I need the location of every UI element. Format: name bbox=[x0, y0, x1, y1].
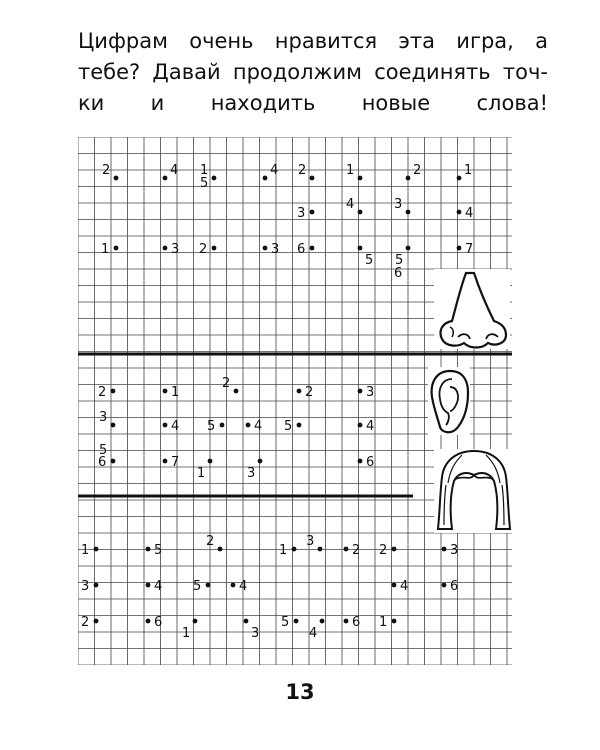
dot-number: 5 bbox=[99, 443, 108, 458]
intro-line: ки и находить новые слова! bbox=[78, 91, 548, 115]
dot bbox=[297, 389, 302, 394]
section2-puzzle3 bbox=[284, 385, 374, 470]
dot bbox=[358, 246, 363, 251]
dot-number: 3 bbox=[81, 579, 90, 594]
dot bbox=[406, 210, 411, 215]
dot bbox=[114, 176, 119, 181]
dot bbox=[358, 423, 363, 428]
dot-number: 6 bbox=[450, 579, 459, 594]
dot-number: 3 bbox=[251, 626, 260, 641]
dot-number: 1 bbox=[200, 163, 209, 178]
dot-number: 5 bbox=[154, 543, 163, 558]
dot-number: 4 bbox=[270, 163, 279, 178]
dot-number: 3 bbox=[171, 242, 180, 257]
dot bbox=[294, 619, 299, 624]
nose-icon bbox=[434, 269, 510, 349]
dot bbox=[442, 583, 447, 588]
dot-number: 4 bbox=[154, 579, 163, 594]
dot bbox=[263, 176, 268, 181]
dot-number: 4 bbox=[170, 163, 179, 178]
dot-number: 2 bbox=[199, 242, 208, 257]
dot bbox=[406, 176, 411, 181]
dot-number: 2 bbox=[222, 376, 231, 391]
dot-number: 6 bbox=[98, 455, 107, 470]
intro-text bbox=[78, 26, 548, 119]
dot bbox=[263, 246, 268, 251]
dot-number: 1 bbox=[346, 163, 355, 178]
dot-number: 2 bbox=[98, 385, 107, 400]
dot-number: 6 bbox=[394, 266, 403, 281]
dot bbox=[163, 246, 168, 251]
dot bbox=[392, 583, 397, 588]
dot bbox=[163, 459, 168, 464]
dot bbox=[320, 619, 325, 624]
dot-number: 4 bbox=[400, 579, 409, 594]
dot bbox=[457, 246, 462, 251]
dot bbox=[457, 176, 462, 181]
dot bbox=[406, 246, 411, 251]
section3-puzzle3 bbox=[279, 534, 360, 641]
dot-number: 5 bbox=[395, 253, 404, 268]
dot bbox=[163, 423, 168, 428]
dot-number: 2 bbox=[379, 543, 388, 558]
dot-number: 3 bbox=[306, 534, 315, 549]
dot bbox=[163, 389, 168, 394]
section3-puzzle1 bbox=[81, 543, 162, 630]
dot bbox=[94, 547, 99, 552]
dot-number: 1 bbox=[81, 543, 90, 558]
dot bbox=[163, 176, 168, 181]
dot-number: 1 bbox=[182, 626, 191, 641]
grid-sheet bbox=[78, 137, 512, 665]
dot bbox=[111, 389, 116, 394]
dot-number: 6 bbox=[352, 615, 361, 630]
dot bbox=[206, 583, 211, 588]
dot bbox=[146, 583, 151, 588]
hair-icon bbox=[434, 449, 512, 533]
dot-number: 2 bbox=[305, 385, 314, 400]
dot bbox=[146, 619, 151, 624]
dot-number: 4 bbox=[366, 419, 375, 434]
dot-number: 6 bbox=[297, 242, 306, 257]
dots-layer bbox=[81, 163, 473, 641]
dot bbox=[318, 547, 323, 552]
dot-number: 4 bbox=[239, 579, 248, 594]
dot-number: 6 bbox=[366, 455, 375, 470]
dot-number: 2 bbox=[206, 534, 215, 549]
page-number: 13 bbox=[285, 680, 315, 704]
dot-number: 2 bbox=[81, 615, 90, 630]
dot-number: 2 bbox=[298, 163, 307, 178]
dot bbox=[358, 459, 363, 464]
dot bbox=[292, 547, 297, 552]
dot bbox=[258, 459, 263, 464]
section2-puzzle2 bbox=[197, 376, 262, 481]
dot-number: 5 bbox=[281, 615, 290, 630]
dot-number: 5 bbox=[365, 253, 374, 268]
dot bbox=[344, 619, 349, 624]
dot-number: 3 bbox=[450, 543, 459, 558]
section3-puzzle4 bbox=[379, 543, 458, 630]
intro-line: Цифрам очень нравится эта игра, а bbox=[78, 29, 548, 53]
dot-number: 1 bbox=[197, 466, 206, 481]
dot-number: 3 bbox=[366, 385, 375, 400]
dot-number: 1 bbox=[379, 615, 388, 630]
dot bbox=[212, 246, 217, 251]
dot bbox=[457, 210, 462, 215]
dot-number: 3 bbox=[297, 206, 306, 221]
dot-number: 3 bbox=[394, 197, 403, 212]
dot-number: 5 bbox=[207, 419, 216, 434]
dot-number: 3 bbox=[247, 466, 256, 481]
dot-number: 2 bbox=[413, 163, 422, 178]
section1-puzzle6 bbox=[457, 163, 474, 257]
dot bbox=[358, 176, 363, 181]
dot bbox=[234, 389, 239, 394]
dot bbox=[310, 210, 315, 215]
dot-number: 3 bbox=[271, 242, 280, 257]
dot bbox=[220, 423, 225, 428]
dot bbox=[212, 176, 217, 181]
dot-number: 1 bbox=[464, 163, 473, 178]
dot-number: 4 bbox=[465, 206, 474, 221]
dot bbox=[358, 389, 363, 394]
dot bbox=[193, 619, 198, 624]
dot-number: 2 bbox=[352, 543, 361, 558]
dot bbox=[310, 246, 315, 251]
dot-number: 1 bbox=[279, 543, 288, 558]
section1-puzzle3 bbox=[199, 163, 279, 257]
dot bbox=[231, 583, 236, 588]
dot-number: 7 bbox=[171, 455, 180, 470]
dot-number: 1 bbox=[101, 242, 110, 257]
dot-number: 7 bbox=[465, 242, 474, 257]
dot bbox=[244, 619, 249, 624]
dot bbox=[94, 619, 99, 624]
dot bbox=[344, 547, 349, 552]
dot-number: 1 bbox=[171, 385, 180, 400]
dot bbox=[392, 547, 397, 552]
dot-number: 5 bbox=[200, 176, 209, 191]
ear-icon bbox=[428, 367, 470, 435]
dot bbox=[358, 210, 363, 215]
dot bbox=[146, 547, 151, 552]
dot-number: 5 bbox=[284, 419, 293, 434]
dot-number: 3 bbox=[99, 410, 108, 425]
dot-number: 4 bbox=[254, 419, 263, 434]
intro-line: тебе? Давай продолжим соединять точ- bbox=[78, 60, 548, 84]
dot bbox=[114, 246, 119, 251]
section1-puzzle1 bbox=[101, 163, 118, 257]
section2-puzzle1 bbox=[98, 385, 179, 470]
dot bbox=[442, 547, 447, 552]
dot bbox=[94, 583, 99, 588]
dot-number: 4 bbox=[309, 626, 318, 641]
dot-number: 4 bbox=[171, 419, 180, 434]
dot-number: 6 bbox=[154, 615, 163, 630]
dot-number: 2 bbox=[102, 163, 111, 178]
dot bbox=[218, 547, 223, 552]
dot bbox=[297, 423, 302, 428]
dot bbox=[246, 423, 251, 428]
dot bbox=[208, 459, 213, 464]
dot bbox=[111, 459, 116, 464]
dot-number: 5 bbox=[193, 579, 202, 594]
dot bbox=[111, 423, 116, 428]
dot-number: 4 bbox=[346, 197, 355, 212]
dot bbox=[310, 176, 315, 181]
dot bbox=[392, 619, 397, 624]
